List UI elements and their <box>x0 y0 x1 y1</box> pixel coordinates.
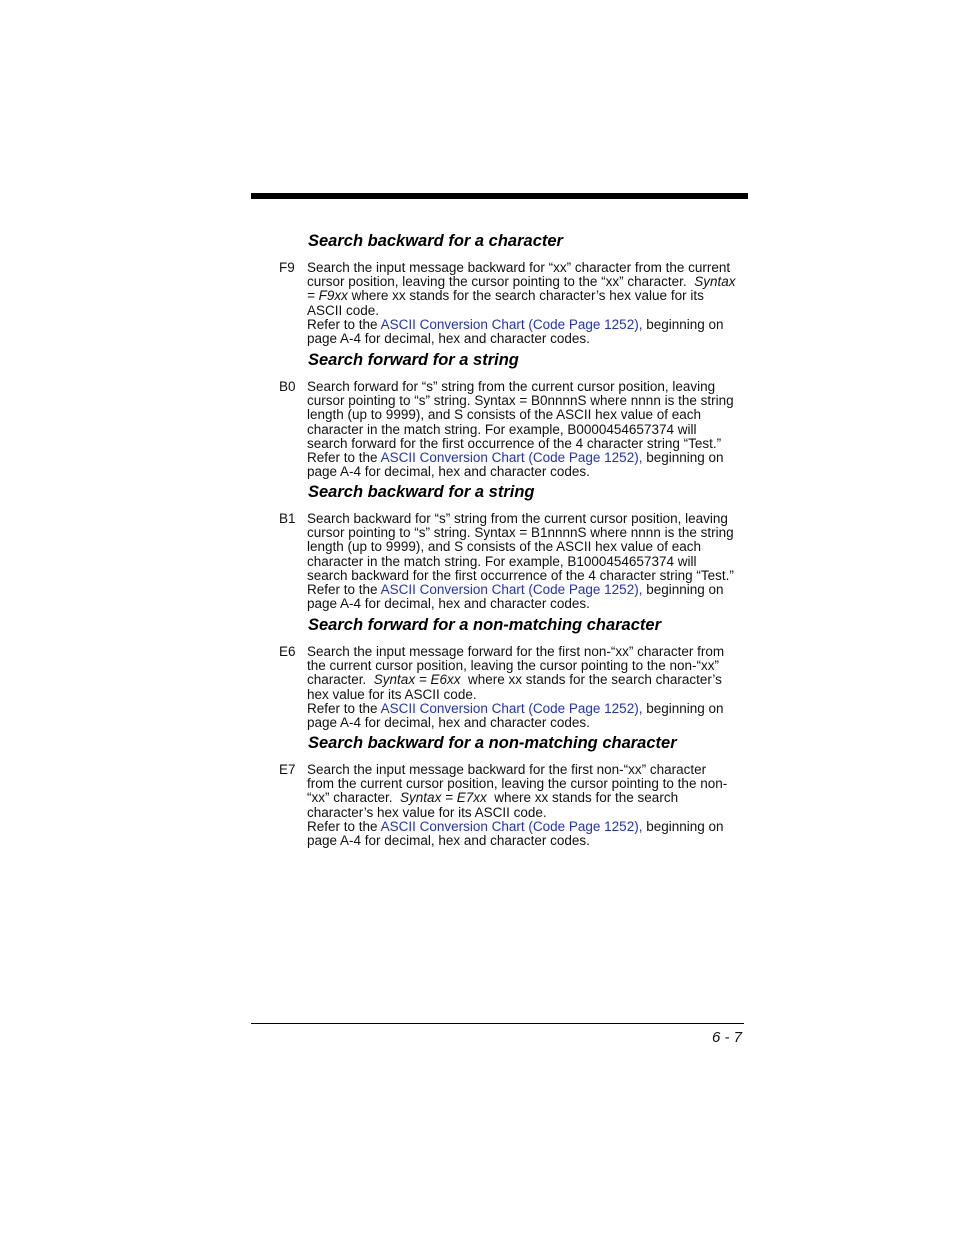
page-number: 6 - 7 <box>711 1029 742 1046</box>
reference-line: Refer to the ASCII Conversion Chart (Code Page 1252), beginning on <box>307 450 724 466</box>
body-line: character in the match string. For example, B0000454657374 will <box>307 421 697 437</box>
command-code-b0: B0 <box>279 379 296 394</box>
body-line: Search the input message forward for the first non-“xx” character from <box>307 644 725 659</box>
body-line: character’s hex value for its ASCII code. <box>307 804 547 820</box>
ascii-chart-link[interactable]: ASCII Conversion Chart (Code Page 1252), <box>380 700 643 716</box>
reference-line: page A-4 for decimal, hex and character codes. <box>307 596 590 612</box>
command-code-e6: E6 <box>279 644 296 659</box>
body-line: ASCII code. <box>307 302 380 318</box>
section-body-b1 <box>307 512 747 611</box>
section-heading-search-backward-non-matching: Search backward for a non-matching character <box>308 734 677 752</box>
body-line: cursor pointing to “s” string. Syntax = B0nnnnS where nnnn is the string <box>307 393 734 409</box>
body-line: cursor position, leaving the cursor pointing to the “xx” character. Syntax <box>307 274 736 290</box>
section-heading-search-forward-non-matching: Search forward for a non-matching character <box>308 616 662 634</box>
reference-line: Refer to the ASCII Conversion Chart (Code Page 1252), beginning on <box>307 818 724 834</box>
body-line: character. Syntax = E6xx where xx stands for the search character’s <box>307 672 722 688</box>
body-line: search forward for the first occurrence of the 4 character string “Test.” <box>307 435 722 451</box>
body-line: Search forward for “s” string from the current cursor position, leaving <box>307 379 716 394</box>
body-line: search backward for the first occurrence of the 4 character string “Test.” <box>307 567 734 583</box>
reference-line: page A-4 for decimal, hex and character codes. <box>307 464 590 480</box>
section-heading-search-backward-character: Search backward for a character <box>308 232 563 250</box>
ascii-chart-link[interactable]: ASCII Conversion Chart (Code Page 1252), <box>380 450 643 466</box>
body-line: Search the input message backward for “xx” character from the current <box>307 260 731 275</box>
reference-line: page A-4 for decimal, hex and character codes. <box>307 331 590 347</box>
body-line: character in the match string. For example, B1000454657374 will <box>307 553 697 569</box>
body-line: = F9xx where xx stands for the search character’s hex value for its <box>307 288 704 304</box>
top-rule <box>251 193 748 199</box>
bottom-rule <box>251 1023 744 1024</box>
section-heading-search-forward-string: Search forward for a string <box>308 351 519 369</box>
ascii-chart-link[interactable]: ASCII Conversion Chart (Code Page 1252), <box>380 582 643 598</box>
command-code-b1: B1 <box>279 511 296 526</box>
body-line: Search backward for “s” string from the current cursor position, leaving <box>307 511 728 526</box>
section-heading-search-backward-string: Search backward for a string <box>308 483 535 501</box>
reference-line: Refer to the ASCII Conversion Chart (Code Page 1252), beginning on <box>307 700 724 716</box>
reference-line: page A-4 for decimal, hex and character codes. <box>307 833 590 849</box>
body-line: hex value for its ASCII code. <box>307 686 477 702</box>
command-code-f9: F9 <box>279 260 295 275</box>
ascii-chart-link[interactable]: ASCII Conversion Chart (Code Page 1252), <box>380 316 643 332</box>
section-body-b0 <box>307 380 747 479</box>
body-line: from the current cursor position, leaving the cursor pointing to the non- <box>307 776 728 792</box>
body-line: “xx” character. Syntax = E7xx where xx stands for the search <box>307 790 679 806</box>
body-line: Search the input message backward for the first non-“xx” character <box>307 762 707 777</box>
body-line: length (up to 9999), and S consists of the ASCII hex value of each <box>307 539 701 555</box>
section-body-e7 <box>307 763 747 848</box>
body-line: cursor pointing to “s” string. Syntax = B1nnnnS where nnnn is the string <box>307 525 734 541</box>
section-body-e6 <box>307 645 747 730</box>
reference-line: Refer to the ASCII Conversion Chart (Code Page 1252), beginning on <box>307 582 724 598</box>
reference-line: Refer to the ASCII Conversion Chart (Code Page 1252), beginning on <box>307 316 724 332</box>
body-line: the current cursor position, leaving the cursor pointing to the non-“xx” <box>307 658 719 674</box>
body-line: length (up to 9999), and S consists of the ASCII hex value of each <box>307 407 701 423</box>
reference-line: page A-4 for decimal, hex and character codes. <box>307 715 590 731</box>
command-code-e7: E7 <box>279 762 296 777</box>
section-body-f9 <box>307 261 747 346</box>
ascii-chart-link[interactable]: ASCII Conversion Chart (Code Page 1252), <box>380 818 643 834</box>
